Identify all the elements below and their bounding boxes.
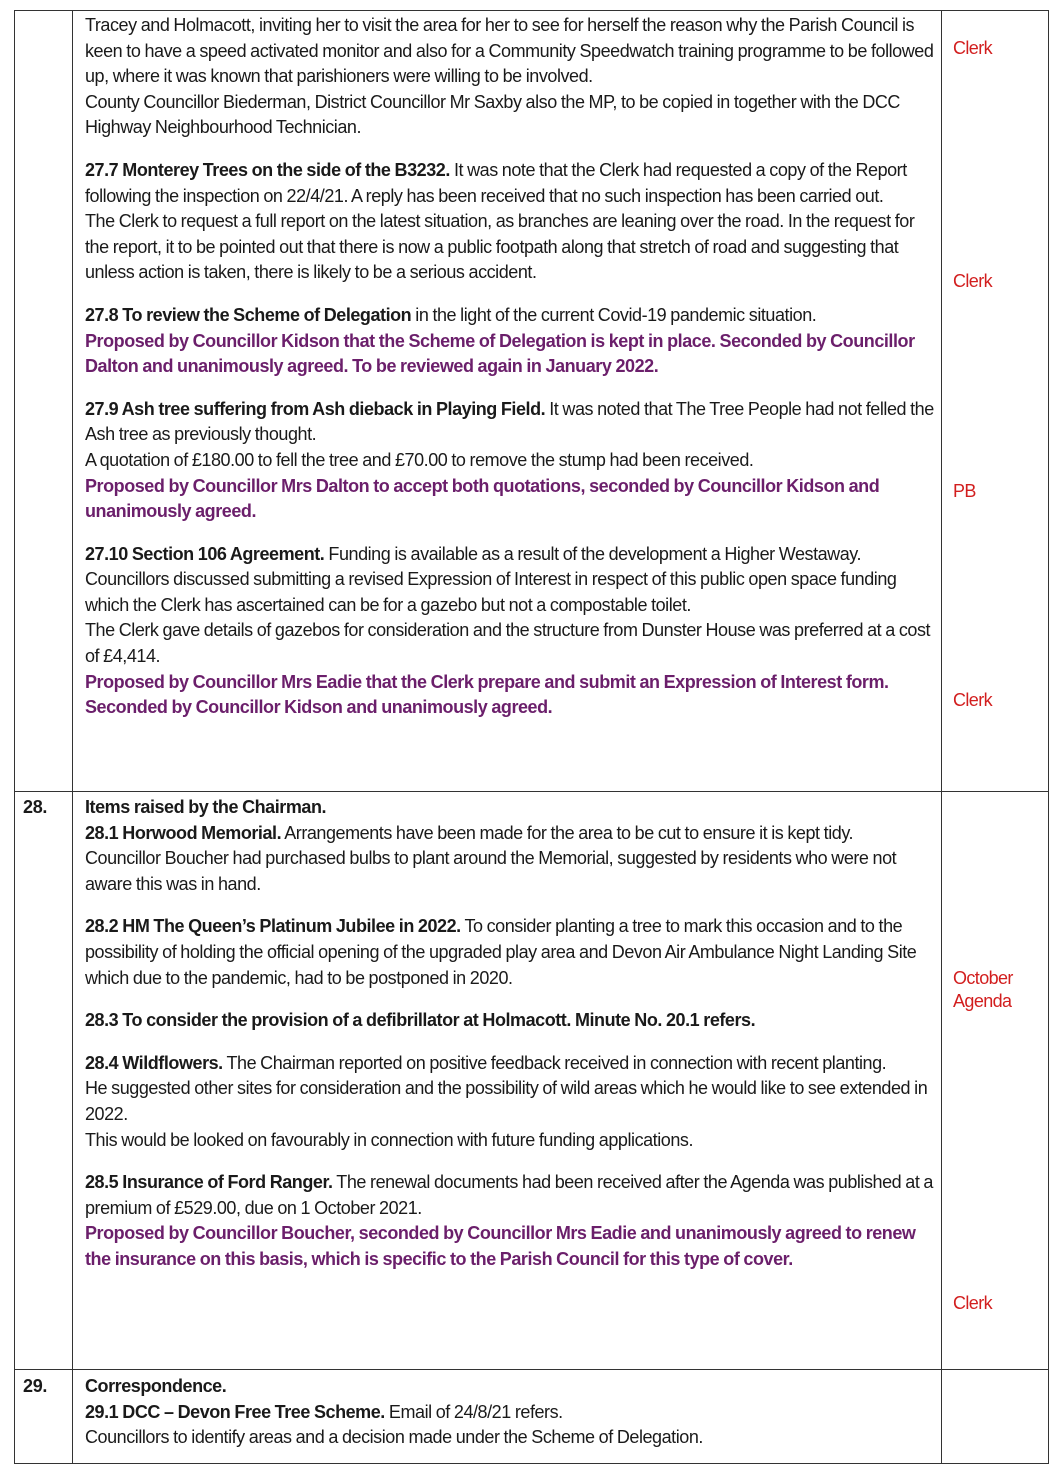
item-heading: 28.2 HM The Queen’s Platinum Jubilee in 2022. <box>85 916 461 937</box>
item-heading: 27.9 Ash tree suffering from Ash dieback in Playing Field. <box>85 398 546 419</box>
minute-29-1 <box>85 1400 937 1426</box>
item-text: Arrangements have been made for the area to be cut to ensure it is kept tidy. <box>281 822 854 843</box>
action-owner: Clerk <box>953 1293 993 1313</box>
minute-28-4 <box>85 1051 937 1077</box>
minute-title <box>85 1374 937 1400</box>
minute-27-8 <box>85 303 937 329</box>
paragraph: Councillors discussed submitting a revised Expression of Interest in respect of this public open space funding which the Clerk has ascertained can be for a gazebo but not a compostable toilet. <box>85 569 897 615</box>
action-owner: PB <box>953 481 976 501</box>
minute-number: 29. <box>23 1376 48 1396</box>
paragraph: The Clerk gave details of gazebos for consideration and the structure from Dunster House was preferred at a cost of £4,414. <box>85 620 931 667</box>
resolution: Proposed by Councillor Mrs Eadie that the Clerk prepare and submit an Expression of Interest form. Seconded by Councillor Kidson and unanimously agreed. <box>85 671 889 718</box>
paragraph: Tracey and Holmacott, inviting her to visit the area for her to see for herself the reason why the Parish Council is keen to have a speed activated monitor and also for a Community Speedwatch training programme to be followed up, where it was known that parishioners were willing to be involved. <box>85 15 934 87</box>
item-heading: 27.8 To review the Scheme of Delegation <box>85 304 412 325</box>
item-text: It was note that the Clerk had requested a copy of the Report following the inspection on 22/4/21. A reply has been received that no such inspection has been carried out. <box>85 159 907 206</box>
minute-title-text: Items raised by the Chairman. <box>85 797 327 817</box>
action-owner: Clerk <box>953 38 993 58</box>
minutes-table <box>14 10 1049 1464</box>
minute-28-2 <box>85 914 937 991</box>
minute-28-3 <box>85 1008 937 1034</box>
row-divider <box>15 1369 1048 1370</box>
paragraph: Councillor Boucher had purchased bulbs to plant around the Memorial, suggested by residents who were not aware this was in hand. <box>85 848 897 894</box>
column-divider <box>72 11 73 1463</box>
minute-27-9 <box>85 397 937 448</box>
item-heading: 29.1 DCC – Devon Free Tree Scheme. <box>85 1401 385 1422</box>
row-divider <box>15 791 1048 792</box>
minute-27-7 <box>85 158 937 209</box>
minute-28-5 <box>85 1170 937 1221</box>
item-heading: 28.5 Insurance of Ford Ranger. <box>85 1172 333 1193</box>
minute-title <box>85 795 937 821</box>
minute-28-1 <box>85 821 937 847</box>
item-heading: 27.7 Monterey Trees on the side of the B3232. <box>85 159 450 180</box>
action-owner: Clerk <box>953 271 993 291</box>
item-heading: 28.1 Horwood Memorial. <box>85 822 282 843</box>
paragraph: He suggested other sites for consideration and the possibility of wild areas which he would like to see extended in 2022. <box>85 1078 928 1124</box>
item-text: Email of 24/8/21 refers. <box>384 1401 563 1422</box>
minute-29-body <box>85 1374 937 1451</box>
resolution: Proposed by Councillor Boucher, seconded by Councillor Mrs Eadie and unanimously agreed to renew the insurance on this basis, which is specific to the Parish Council for this type of cover. <box>85 1223 916 1269</box>
item-text: The Chairman reported on positive feedback received in connection with recent planting. <box>222 1052 887 1073</box>
paragraph: The Clerk to request a full report on the latest situation, as branches are leaning over the road. In the request for the report, it to be pointed out that there is now a public footpath along that stretch of road and suggesting that unless action is taken, there is likely to be a serious accident. <box>85 211 915 283</box>
paragraph: This would be looked on favourably in connection with future funding applications. <box>85 1129 694 1150</box>
paragraph: A quotation of £180.00 to fell the tree and £70.00 to remove the stump had been received. <box>85 449 754 470</box>
action-owner: October Agenda <box>953 968 1013 1011</box>
column-divider <box>941 11 942 1463</box>
minute-27-body <box>85 13 937 721</box>
resolution: Proposed by Councillor Kidson that the Scheme of Delegation is kept in place. Seconded by Councillor Dalton and unanimously agreed. To be reviewed again in January 2022. <box>85 330 915 377</box>
item-text: The renewal documents had been received after the Agenda was published at a premium of £529.00, due on 1 October 2021. <box>85 1172 933 1218</box>
item-text: It was noted that The Tree People had not felled the Ash tree as previously thought. <box>85 398 934 445</box>
item-text: in the light of the current Covid-19 pandemic situation. <box>411 304 817 325</box>
minute-27-10 <box>85 542 937 568</box>
item-text: Funding is available as a result of the development a Higher Westaway. <box>324 543 862 564</box>
resolution: Proposed by Councillor Mrs Dalton to accept both quotations, seconded by Councillor Kidson and unanimously agreed. <box>85 475 880 522</box>
item-heading: 28.4 Wildflowers. <box>85 1052 223 1073</box>
action-owner: Clerk <box>953 690 993 710</box>
item-text: To consider planting a tree to mark this occasion and to the possibility of holding the official opening of the upgraded play area and Devon Air Ambulance Night Landing Site which due to the pandemic, had to be postponed in 2020. <box>85 916 917 988</box>
minute-title-text: Correspondence. <box>85 1376 227 1396</box>
paragraph: Councillors to identify areas and a decision made under the Scheme of Delegation. <box>85 1427 703 1448</box>
minute-28-body <box>85 795 937 1273</box>
item-heading: 27.10 Section 106 Agreement. <box>85 543 325 564</box>
minute-number: 28. <box>23 797 48 817</box>
paragraph: County Councillor Biederman, District Councillor Mr Saxby also the MP, to be copied in together with the DCC Highway Neighbourhood Technician. <box>85 91 900 138</box>
item-heading: 28.3 To consider the provision of a defibrillator at Holmacott. Minute No. 20.1 refers. <box>85 1010 756 1031</box>
